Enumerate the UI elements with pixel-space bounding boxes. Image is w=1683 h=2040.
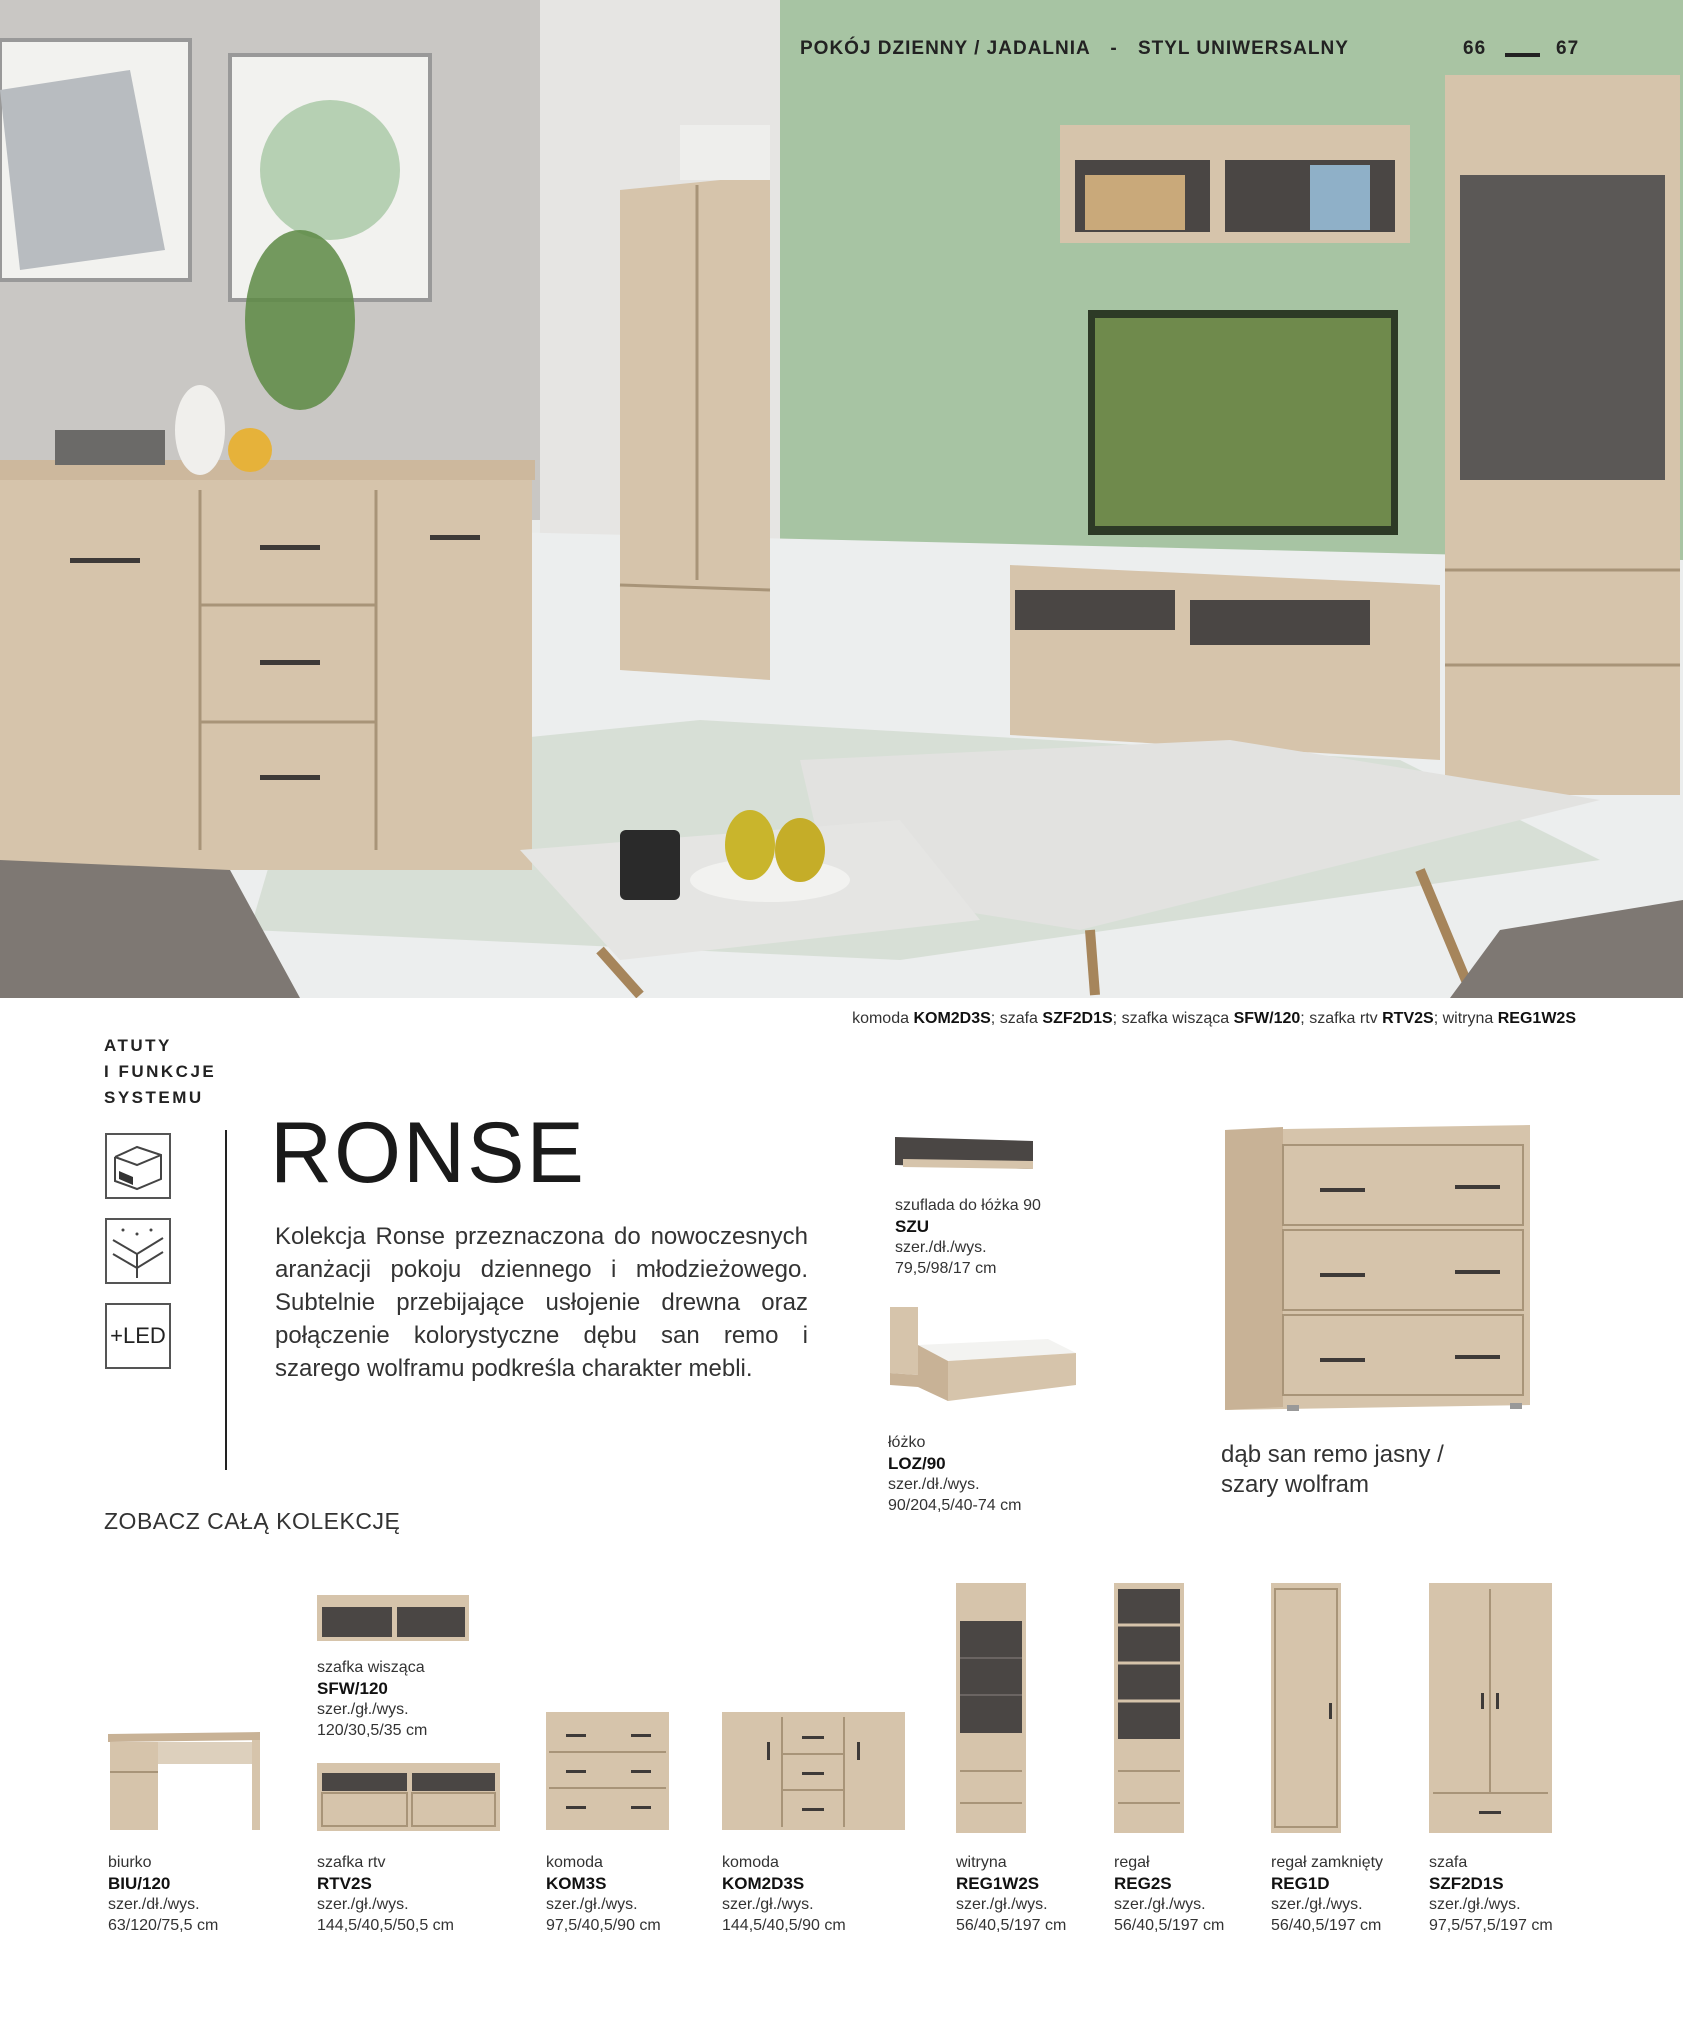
hero-photo xyxy=(0,0,1683,998)
product-name: biurko xyxy=(108,1854,152,1871)
product-code: RTV2S xyxy=(317,1874,372,1893)
caption-code: SFW/120 xyxy=(1233,1010,1301,1027)
bed-frame-icon xyxy=(105,1218,171,1284)
caption-separator: ; xyxy=(990,1010,996,1027)
product-code: LOZ/90 xyxy=(888,1454,946,1473)
bed-image xyxy=(888,1305,1078,1415)
caption-label: szafa xyxy=(999,1010,1038,1027)
caption-separator: ; xyxy=(1300,1010,1305,1027)
product-dims: 144,5/40,5/90 cm xyxy=(722,1917,846,1934)
product-szu xyxy=(895,1195,1041,1279)
rtv-cabinet-image xyxy=(317,1763,502,1838)
product-reg1d xyxy=(1271,1852,1383,1936)
collection-description: Kolekcja Ronse przeznaczona do nowoczesnych aranżacji pokoju dziennego i młodzieżowego. Subtelnie przebijające usłojenie drewna oraz połączenie kolorystyczne dębu san remo i szarego wolframu podkreśla charakter mebli. xyxy=(275,1223,808,1382)
drawer-icon xyxy=(105,1133,171,1199)
product-dim-label: szer./gł./wys. xyxy=(1429,1896,1521,1913)
product-code: BIU/120 xyxy=(108,1874,171,1893)
product-dim-label: szer./gł./wys. xyxy=(956,1896,1048,1913)
product-reg1w2s xyxy=(956,1852,1066,1936)
product-name: komoda xyxy=(722,1854,779,1871)
wall-shelf-image xyxy=(317,1595,472,1648)
wardrobe-image xyxy=(1429,1583,1554,1840)
product-kom3s xyxy=(546,1852,661,1936)
led-icon xyxy=(105,1303,171,1369)
chest-kom3s-image xyxy=(546,1712,671,1837)
caption-separator: ; xyxy=(1433,1010,1439,1027)
closed-shelf-image xyxy=(1271,1583,1343,1840)
product-name: komoda xyxy=(546,1854,603,1871)
features-title-line: I FUNKCJE xyxy=(104,1062,217,1081)
caption-code: SZF2D1S xyxy=(1042,1010,1113,1027)
chest-image xyxy=(1225,1125,1540,1420)
colour-description xyxy=(1221,1440,1444,1500)
colour-line: dąb san remo jasny / xyxy=(1221,1441,1444,1468)
product-code: SZU xyxy=(895,1217,929,1236)
collection-title: RONSE xyxy=(270,1105,586,1201)
caption-code: KOM2D3S xyxy=(913,1010,991,1027)
caption-separator: ; xyxy=(1112,1010,1118,1027)
product-code: REG1D xyxy=(1271,1874,1330,1893)
page-number-left: 66 xyxy=(1463,38,1487,59)
product-rtv2s xyxy=(317,1852,454,1936)
product-dims: 97,5/40,5/90 cm xyxy=(546,1917,661,1934)
caption-label: szafka wisząca xyxy=(1121,1010,1230,1027)
product-dims: 56/40,5/197 cm xyxy=(956,1917,1067,1934)
product-name: szafa xyxy=(1429,1854,1468,1871)
vertical-divider xyxy=(225,1130,227,1470)
features-title-line: SYSTEMU xyxy=(104,1088,204,1107)
style-label: STYL UNIWERSALNY xyxy=(1137,38,1349,59)
product-code: REG2S xyxy=(1114,1874,1172,1893)
page-number-divider xyxy=(1505,53,1540,57)
product-name: szuflada do łóżka 90 xyxy=(895,1197,1041,1214)
features-title-line: ATUTY xyxy=(104,1036,172,1055)
product-dim-label: szer./gł./wys. xyxy=(317,1896,409,1913)
product-dims: 120/30,5/35 cm xyxy=(317,1722,428,1739)
product-dims: 144,5/40,5/50,5 cm xyxy=(317,1917,454,1934)
caption-label: witryna xyxy=(1442,1010,1494,1027)
product-code: SZF2D1S xyxy=(1429,1874,1504,1893)
product-dim-label: szer./gł./wys. xyxy=(722,1896,814,1913)
product-loz90 xyxy=(888,1432,1021,1516)
product-code: REG1W2S xyxy=(956,1874,1040,1893)
product-dims: 97,5/57,5/197 cm xyxy=(1429,1917,1553,1934)
product-biu120 xyxy=(108,1852,218,1936)
product-reg2s xyxy=(1114,1852,1224,1936)
drawer-image xyxy=(893,1135,1038,1180)
product-code: KOM2D3S xyxy=(722,1874,805,1893)
product-name: szafka rtv xyxy=(317,1854,386,1871)
product-dim-label: szer./gł./wys. xyxy=(317,1701,409,1718)
led-label: +LED xyxy=(110,1323,166,1348)
product-dims: 90/204,5/40-74 cm xyxy=(888,1497,1022,1514)
product-dims: 63/120/75,5 cm xyxy=(108,1917,219,1934)
product-dim-label: szer./gł./wys. xyxy=(546,1896,638,1913)
hero-caption xyxy=(852,1010,1576,1028)
product-dim-label: szer./dł./wys. xyxy=(895,1239,987,1256)
desk-image xyxy=(108,1732,263,1837)
colour-line: szary wolfram xyxy=(1221,1471,1370,1498)
see-all-link[interactable]: ZOBACZ CAŁĄ KOLEKCJĘ xyxy=(104,1508,401,1534)
product-sfw120 xyxy=(317,1657,427,1741)
product-dims: 56/40,5/197 cm xyxy=(1271,1917,1382,1934)
caption-label: szafka rtv xyxy=(1309,1010,1378,1027)
product-name: witryna xyxy=(956,1854,1007,1871)
features-title xyxy=(104,1033,304,1111)
product-name: regał zamknięty xyxy=(1271,1854,1384,1871)
page-number-right: 67 xyxy=(1556,38,1580,59)
product-szf2d1s xyxy=(1429,1852,1553,1936)
product-name: łóżko xyxy=(888,1434,926,1451)
product-dim-label: szer./gł./wys. xyxy=(1114,1896,1206,1913)
display-cabinet-image xyxy=(956,1583,1028,1840)
caption-code: RTV2S xyxy=(1382,1010,1434,1027)
product-dim-label: szer./dł./wys. xyxy=(108,1896,200,1913)
section-title xyxy=(800,38,1349,60)
product-code: SFW/120 xyxy=(317,1679,388,1698)
chest-kom2d3s-image xyxy=(722,1712,907,1837)
product-dim-label: szer./gł./wys. xyxy=(1271,1896,1363,1913)
product-dim-label: szer./dł./wys. xyxy=(888,1476,980,1493)
product-kom2d3s xyxy=(722,1852,846,1936)
product-name: regał xyxy=(1114,1854,1150,1871)
caption-code: REG1W2S xyxy=(1497,1010,1576,1027)
caption-label: komoda xyxy=(852,1010,909,1027)
section-label: POKÓJ DZIENNY / JADALNIA xyxy=(800,38,1091,59)
product-dims: 79,5/98/17 cm xyxy=(895,1260,997,1277)
product-code: KOM3S xyxy=(546,1874,607,1893)
product-dims: 56/40,5/197 cm xyxy=(1114,1917,1225,1934)
shelf-reg2s-image xyxy=(1114,1583,1186,1840)
header-separator: - xyxy=(1110,38,1118,59)
product-name: szafka wisząca xyxy=(317,1659,425,1676)
